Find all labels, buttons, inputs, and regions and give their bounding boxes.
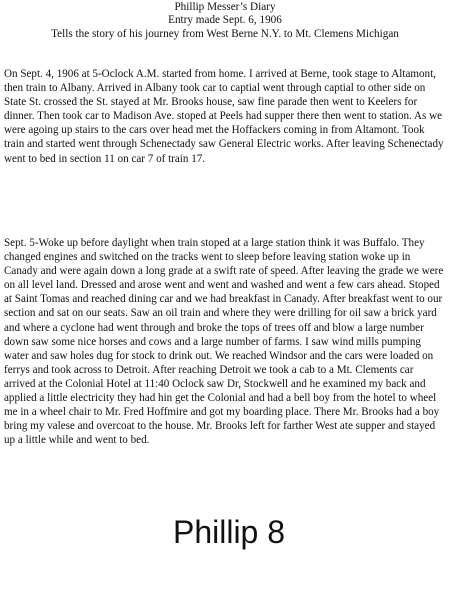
page-header [0, 1, 450, 41]
page-title: Phillip Messer’s Diary [174, 1, 276, 13]
page-subtitle: Tells the story of his journey from West Berne N.Y. to Mt. Clemens Michigan [51, 27, 399, 40]
entry-date: Entry made Sept. 6, 1906 [168, 14, 282, 27]
diary-paragraph-sept-4: On Sept. 4, 1906 at 5-Oclock A.M. started from home. I arrived at Berne, took stage to Altamont, then train to Albany. Arrived in Albany took car to captial went through captial to other side on State St. crossed the St. stayed at Mr. Brooks house, saw fine parade then went to Keelers for dinner. Then took car to Madison Ave. stoped at Peels had supper there then went to station. As we were agoing up stairs to the cars over head met the Hoffackers coming in from Altamont. Took train and started went through Schenectady saw General Electric works. After leaving Schenectady went to bed in section 11 on car 7 of train 17. [4, 68, 444, 165]
page-footer-label: Phillip 8 [172, 514, 286, 550]
diary-paragraph-sept-5: Sept. 5-Woke up before daylight when train stoped at a large station think it was Buffalo. They changed engines and switched on the tracks went to sleep before leaving station woke up in Canady and were again down a long grade at a swift rate of speed. After leaving the grade we were on all level land. Dressed and arose went and went and washed and went a few cars ahead. Stoped at Saint Tomas and reached dining car and we had breakfast in Canady. After breakfast went to our section and sat on our seats. Saw an oil train and where they were drilling for oil saw a brick yard and where a cyclone had went through and broke the tops of trees off and blow a large number down saw some nice horses and cows and a large number of farms. I saw wind mills pumping water and saw holes dug for stock to drink out. We reached Windsor and the cars were loaded on ferrys and took across to Detroit. After reaching Detroit we took a cab to a Mt. Clements car arrived at the Colonial Hotel at 11:40 Oclock saw Dr, Stockwell and he examined my back and applied a little electricity they had hin get the Colonial and had a bell boy from the hotel to wheel me in a wheel chair to Mr. Fred Hoffmire and got my boarding place. There Mr. Brooks had a boy bring my valese and overcoat to the house. Mr. Brooks left for farther West ate supper and stayed up a little while and went to bed. [4, 237, 444, 447]
